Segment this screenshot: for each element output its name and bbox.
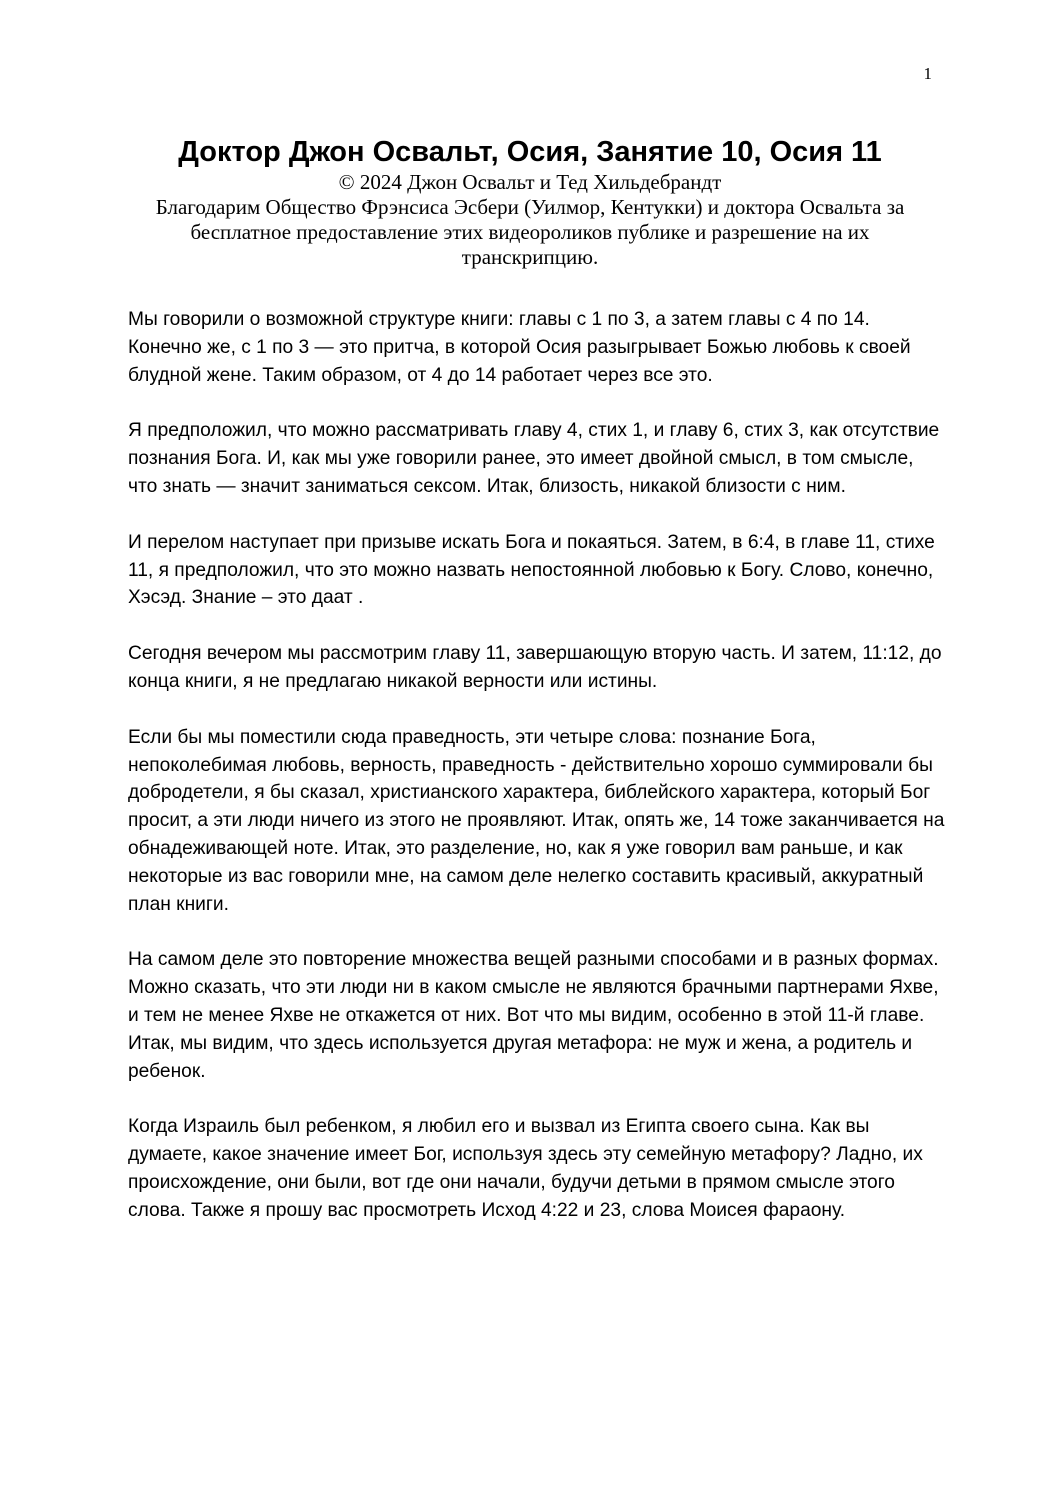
document-body (128, 306, 948, 1253)
paragraph-5: Если бы мы поместили сюда праведность, эти четыре слова: познание Бога, непоколебимая любовь, верность, праведность - действительно хорошо суммировали бы добродетели, я бы сказал, христианского характера, библейского характера, который Бог просит, а эти люди ничего из этого не проявляют. Итак, опять же, 14 тоже заканчивается на обнадеживающей ноте. Итак, это разделение, но, как я уже говорил вам раньше, и как некоторые из вас говорили мне, на самом деле нелегко составить красивый, аккуратный план книги. (128, 726, 945, 915)
copyright-line: © 2024 Джон Освальт и Тед Хильдебрандт (338, 170, 722, 194)
paragraph-2: Я предположил, что можно рассматривать главу 4, стих 1, и главу 6, стих 3, как отсутствие познания Бога. И, как мы уже говорили ранее, это имеет двойной смысл, в том смысле, что знать — значит заниматься сексом. Итак, близость, никакой близости с ним. (128, 420, 940, 497)
document-title: Доктор Джон Освальт, Осия, Занятие 10, Осия 11 (178, 136, 882, 168)
document-header (110, 134, 950, 270)
page-number: 1 (923, 64, 932, 83)
paragraph-4: Сегодня вечером мы рассмотрим главу 11, завершающую вторую часть. И затем, 11:12, до конца книги, я не предлагаю никакой верности или истины. (128, 643, 942, 692)
acknowledgement-text: Благодарим Общество Фрэнсиса Эсбери (Уилмор, Кентукки) и доктора Освальта за бесплатное предоставление этих видеороликов публике и разрешение на их транскрипцию. (155, 195, 905, 269)
paragraph-3: И перелом наступает при призыве искать Бога и покаяться. Затем, в 6:4, в главе 11, стихе 11, я предположил, что это можно назвать непостоянной любовью к Богу. Слово, конечно, Хэсэд. Знание – это даат . (128, 531, 935, 609)
paragraph-7: Когда Израиль был ребенком, я любил его и вызвал из Египта своего сына. Как вы думаете, какое значение имеет Бог, используя здесь эту семейную метафору? Ладно, их происхождение, они были, вот где они начали, будучи детьми в прямом смысле этого слова. Также я прошу вас просмотреть Исход 4:22 и 23, слова Моисея фараону. (128, 1116, 923, 1221)
paragraph-1: Мы говорили о возможной структуре книги: главы с 1 по 3, а затем главы с 4 по 14. Конечно же, с 1 по 3 — это притча, в которой Осия разыгрывает Божью любовь к своей блудной жене. Таким образом, от 4 до 14 работает через все это. (128, 309, 911, 386)
paragraph-6: На самом деле это повторение множества вещей разными способами и в разных формах. Можно сказать, что эти люди ни в каком смысле не являются брачными партнерами Яхве, и тем не менее Яхве не откажется от них. Вот что мы видим, особенно в этой 11-й главе. Итак, мы видим, что здесь используется другая метафора: не муж и жена, а родитель и ребенок. (128, 949, 939, 1082)
